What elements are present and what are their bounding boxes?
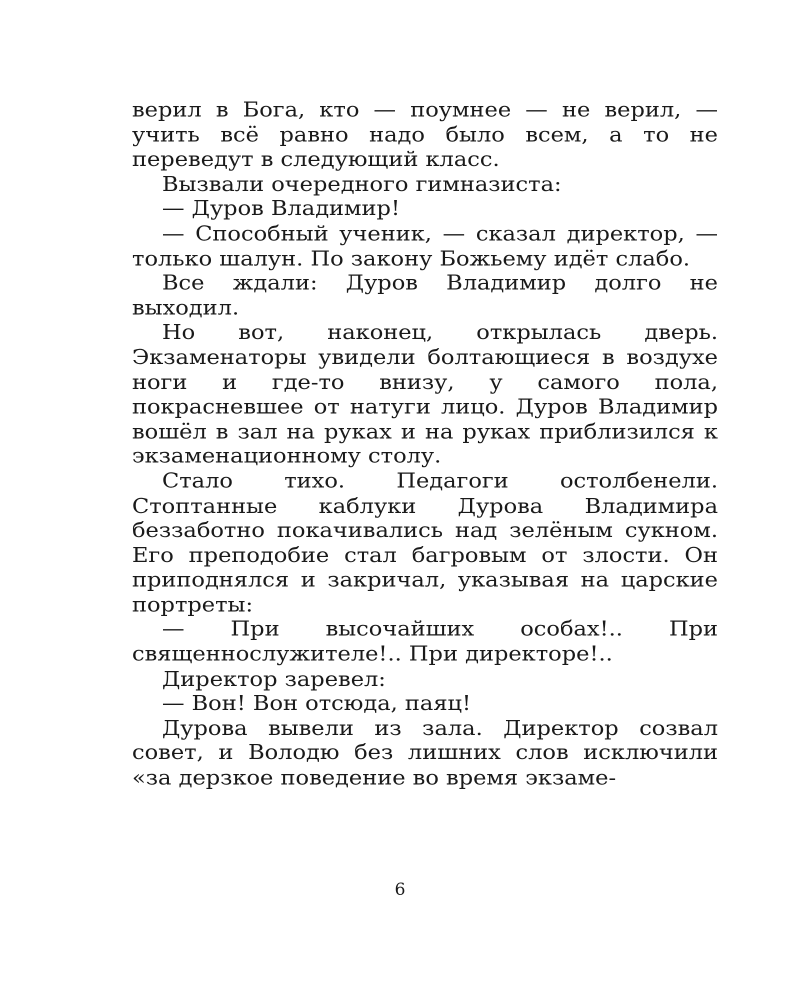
paragraph-6: Но вот, наконец, открылась дверь. Экзаменаторы увидели болтающиеся в воздухе ноги и где-то внизу, у самого пола, покрасневшее от натуги лицо. Дуров Владимир вошёл в зал на руках и на руках приблизился к экзаменационному столу. — [132, 320, 718, 469]
paragraph-9: Директор заревел: — [162, 666, 386, 692]
paragraph-2: Вызвали очередного гимназиста: — [162, 172, 562, 197]
paragraph-5: Все ждали: Дуров Владимир долго не выходил. — [132, 271, 718, 321]
body-text — [132, 98, 718, 791]
page-number: 6 — [394, 880, 406, 900]
paragraph-1: верил в Бога, кто — поумнее — не верил, — учить всё равно надо было всем, а то не переведут в следующий класс. — [132, 98, 718, 172]
paragraph-7: Стало тихо. Педагоги остолбенели. Стоптанные каблуки Дурова Владимира беззаботно покачивались над зелёным сукном. Его преподобие стал багровым от злости. Он приподнялся и закричал, указывая на царские портреты: — [132, 468, 718, 617]
paragraph-4: — Способный ученик, — сказал директор, — только шалун. По закону Божьему идёт слабо. — [132, 221, 718, 271]
paragraph-10: — Вон! Вон отсюда, паяц! — [162, 691, 472, 716]
paragraph-3: — Дуров Владимир! — [162, 196, 400, 222]
paragraph-8: — При высочайших особах!.. При священнослужителе!.. При директоре!.. — [132, 617, 718, 667]
paragraph-11: Дурова вывели из зала. Директор созвал совет, и Володю без лишних слов исключили «за дерзкое поведение во время экзаме- — [132, 716, 718, 790]
